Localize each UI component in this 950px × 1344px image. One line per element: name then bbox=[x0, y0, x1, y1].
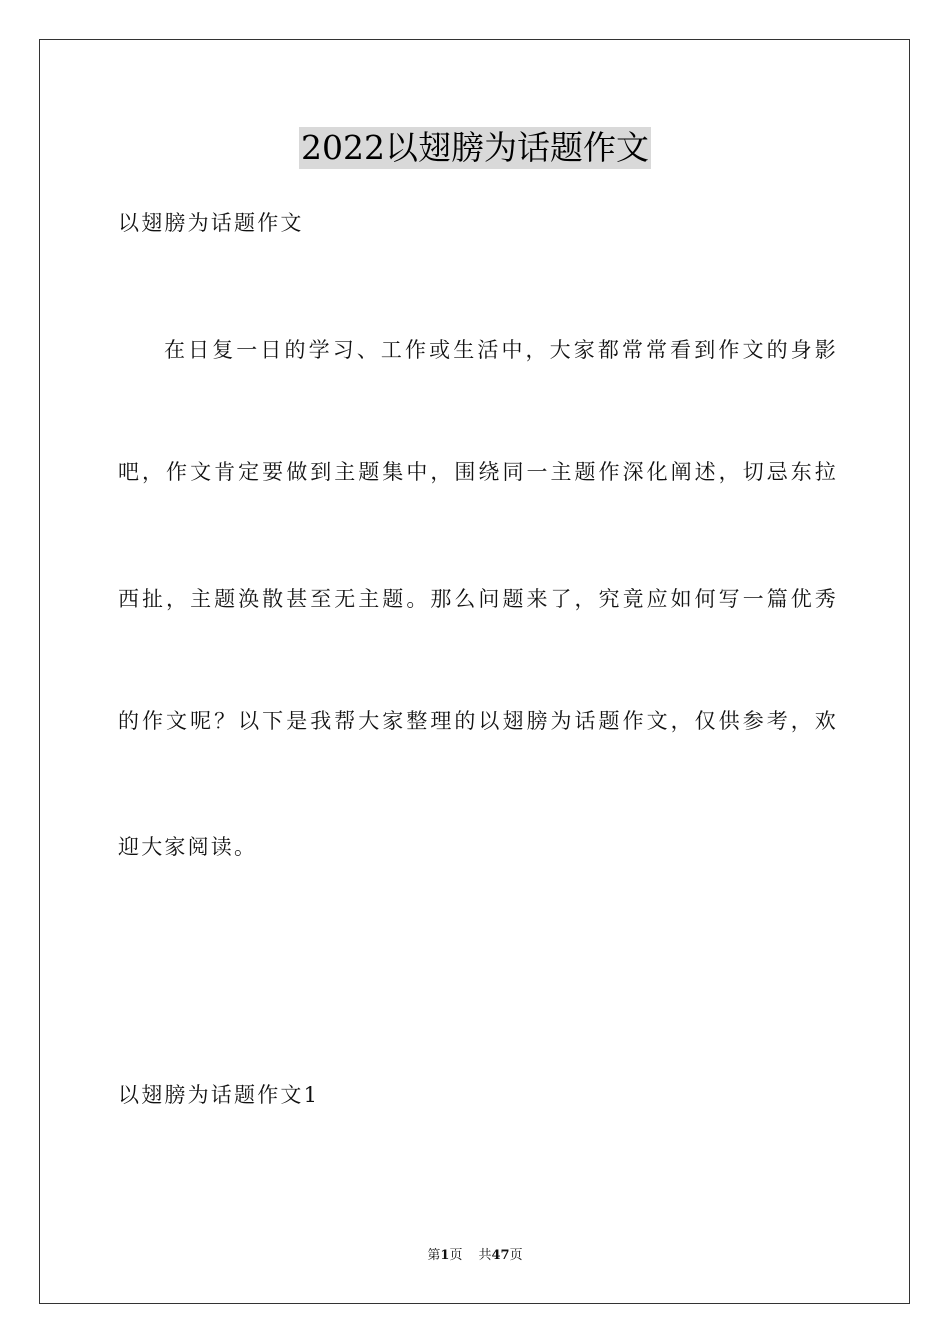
paragraph-line-1: 在日复一日的学习、工作或生活中，大家都常常看到作文的身影 bbox=[164, 338, 838, 362]
section-heading: 以翅膀为话题作文1 bbox=[118, 1083, 320, 1107]
footer-total-pages: 47 bbox=[491, 1248, 510, 1263]
page-footer bbox=[0, 1247, 950, 1265]
footer-total-suffix: 页 bbox=[509, 1248, 523, 1263]
paragraph-line-3: 西扯，主题涣散甚至无主题。那么问题来了，究竟应如何写一篇优秀 bbox=[118, 587, 838, 611]
document-subtitle: 以翅膀为话题作文 bbox=[118, 211, 304, 235]
paragraph-line-4: 的作文呢？以下是我帮大家整理的以翅膀为话题作文，仅供参考，欢 bbox=[118, 709, 838, 733]
footer-page-prefix: 第 bbox=[427, 1248, 441, 1263]
footer-page-number: 1 bbox=[440, 1248, 450, 1263]
title-container bbox=[0, 127, 950, 169]
document-title: 2022以翅膀为话题作文 bbox=[301, 128, 649, 167]
paragraph-line-5: 迎大家阅读。 bbox=[118, 835, 258, 859]
footer-total-prefix: 共 bbox=[478, 1248, 492, 1263]
paragraph-line-2: 吧，作文肯定要做到主题集中，围绕同一主题作深化阐述，切忌东拉 bbox=[118, 460, 838, 484]
footer-page-suffix: 页 bbox=[449, 1248, 463, 1263]
